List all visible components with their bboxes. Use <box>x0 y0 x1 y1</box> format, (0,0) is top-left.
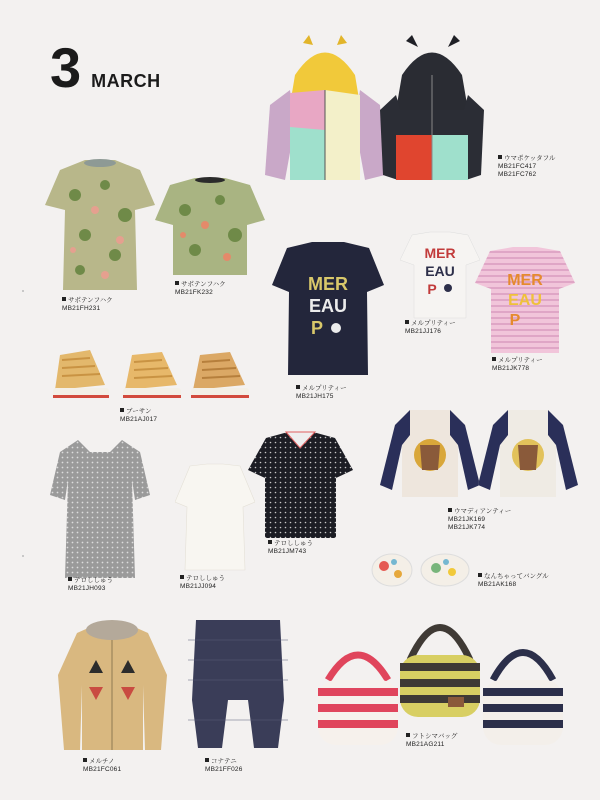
month-number: 3 <box>50 36 82 99</box>
beige-cardigan-image <box>55 615 170 755</box>
pink-stripe-print-tee-image <box>475 245 575 355</box>
navy-sarouel-pants-image <box>188 620 288 750</box>
grey-dot-tunic-image <box>50 440 150 580</box>
page-header <box>50 36 161 99</box>
svg-text:P: P <box>310 318 324 338</box>
svg-text:EAU: EAU <box>425 263 455 279</box>
navy-print-tunic-image <box>272 240 384 380</box>
month-title: MARCH <box>91 71 161 91</box>
svg-text:P: P <box>509 312 521 329</box>
label-sandals: ブーサン MB21AJ017 <box>120 408 158 423</box>
label-raglan-tees: ウマディアンティー MB21JK169 MB21JK774 <box>448 508 512 531</box>
svg-text:MER: MER <box>507 272 543 289</box>
label-grey-dot-tunic: テロししゅう MB21JH093 <box>68 577 113 592</box>
label-cactus-tee: サボテンフハク MB21FK232 <box>175 281 226 296</box>
hoodie-bulldog-image <box>380 35 485 185</box>
label-cactus-tunic: サボテンフハク MB21FH231 <box>62 297 113 312</box>
cactus-tee-image <box>155 175 265 280</box>
label-horse-pocket-hoodie: ウマポケッタフル MB21FC417 MB21FC762 <box>498 155 556 178</box>
binding-hole <box>22 290 24 292</box>
label-bangles: なんちゃってバングル MB21AK168 <box>478 573 549 588</box>
svg-text:P: P <box>427 281 437 297</box>
label-white-knit-tunic: テロししゅう MB21JJ094 <box>180 575 225 590</box>
raglan-tees-image <box>380 405 580 500</box>
svg-text:EAU: EAU <box>308 296 348 316</box>
label-navy-dot-polo: テロししゅう MB21JM743 <box>268 540 313 555</box>
stripe-bags-image <box>318 615 563 750</box>
bangles-image <box>370 550 475 590</box>
label-pink-stripe-print-tee: メルプリティー MB21JK778 <box>492 357 543 372</box>
label-white-print-tee: メルプリティー MB21JJ176 <box>405 320 456 335</box>
label-stripe-bags: フトシマバッグ MB21AG211 <box>406 733 458 748</box>
navy-dot-polo-image <box>248 430 353 540</box>
cactus-tunic-image <box>45 155 155 295</box>
white-knit-tunic-image <box>175 462 255 572</box>
label-navy-print-tunic: メルプリティー MB21JH175 <box>296 385 347 400</box>
hoodie-yellow-image <box>265 35 385 185</box>
binding-hole <box>22 555 24 557</box>
sandals-image <box>50 340 250 405</box>
white-print-tee-image <box>400 230 480 320</box>
svg-text:MER: MER <box>308 274 348 294</box>
label-navy-sarouel-pants: コナテニ MB21FF026 <box>205 758 243 773</box>
svg-text:EAU: EAU <box>508 292 542 309</box>
label-beige-cardigan: メルチノ MB21FC061 <box>83 758 122 773</box>
svg-text:MER: MER <box>424 245 456 261</box>
